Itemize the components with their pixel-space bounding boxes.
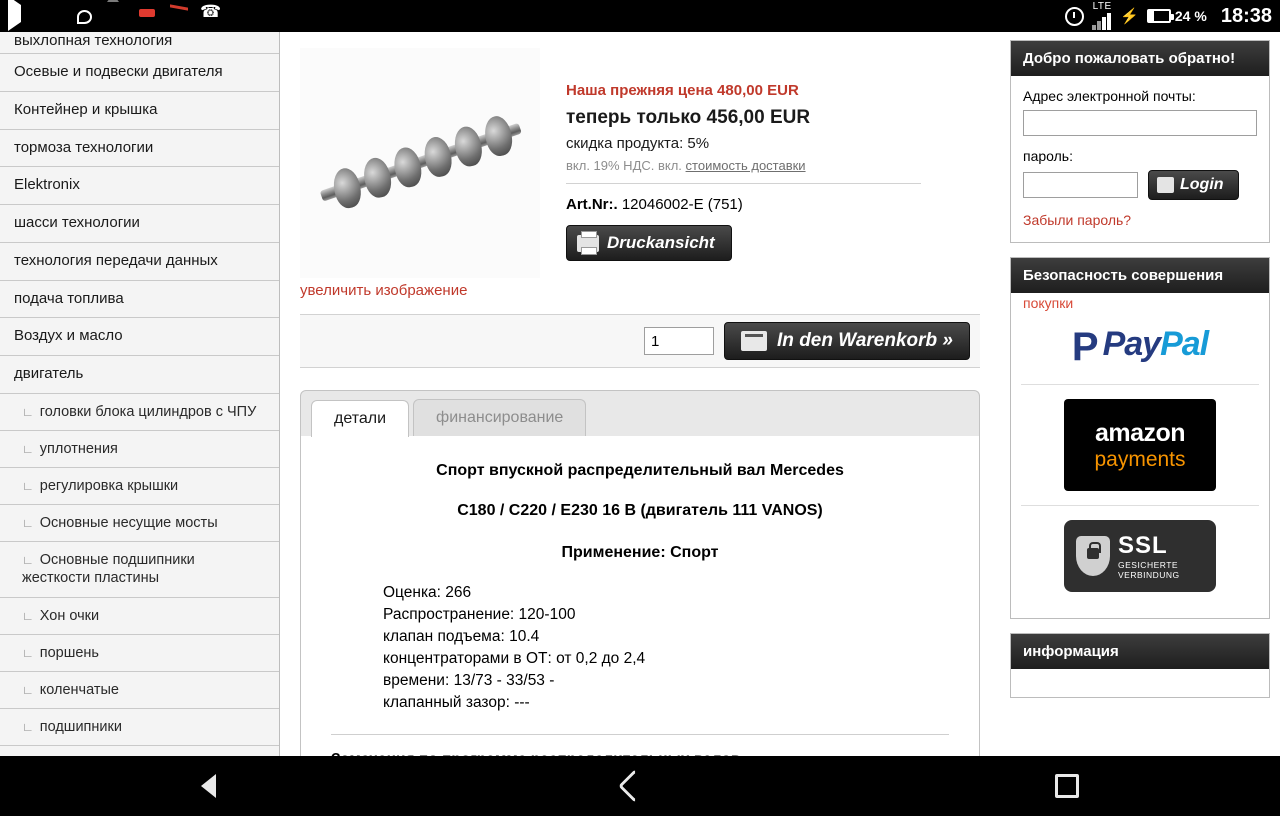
media-icon	[40, 5, 62, 27]
lightning-bolt-icon: ⚡	[1120, 8, 1139, 25]
vat-note	[566, 158, 921, 184]
sidebar-item-label: Хон очки	[39, 607, 100, 624]
product-tabs	[300, 390, 980, 816]
sidebar-item-label: Основные подшипники жесткости пластины	[22, 552, 195, 587]
web-page	[0, 32, 1280, 760]
status-bar-clock: 18:38	[1220, 4, 1272, 27]
app-icon	[136, 5, 158, 27]
login-panel	[1010, 40, 1270, 243]
sidebar-item-label: шасси технологии	[14, 214, 140, 231]
sidebar-item-main-bearing-stiffening[interactable]	[0, 542, 279, 597]
sidebar-item-bearings[interactable]	[0, 709, 279, 746]
status-bar-system-icons	[1065, 2, 1272, 30]
sidebar-item-brakes[interactable]	[0, 130, 279, 168]
paypal-label: PayPal	[1102, 325, 1209, 363]
password-label: пароль:	[1023, 148, 1073, 164]
details-title-line2: C180 / C220 / E230 16 В (двигатель 111 VANOS)	[457, 502, 823, 519]
camshaft-photo[interactable]	[300, 48, 540, 278]
recents-icon[interactable]	[1055, 774, 1079, 798]
login-form	[1011, 76, 1269, 242]
tab-details[interactable]	[311, 400, 409, 437]
battery-indicator	[1147, 8, 1207, 24]
details-title-line3: Применение: Спорт	[561, 544, 719, 561]
add-to-cart-button[interactable]	[724, 322, 970, 360]
lock-shield-icon	[1076, 536, 1110, 576]
shopping-cart-icon	[741, 331, 767, 351]
product-main-column	[280, 32, 1000, 760]
sidebar-item-label: технология передачи данных	[14, 251, 218, 269]
spec-line: концентраторами в ОТ: от 0,2 до 2,4	[383, 650, 646, 667]
sidebar-item-exhaust[interactable]	[0, 32, 279, 54]
print-view-button[interactable]	[566, 225, 732, 261]
article-number-value: 12046002-E (751)	[621, 196, 743, 213]
sidebar-item-label: двигатель	[14, 365, 84, 382]
login-panel-title: Добро пожаловать обратно!	[1011, 41, 1269, 76]
paypal-logo[interactable]	[1021, 299, 1259, 385]
bullet-icon: ∟	[22, 719, 34, 734]
sidebar-item-cylinder-heads[interactable]	[0, 394, 279, 431]
sidebar-item-label: головки блока цилиндров с ЧПУ	[39, 403, 257, 420]
amazon-label: amazon	[1094, 418, 1186, 447]
sidebar-item-label: подача топлива	[14, 289, 124, 307]
sidebar-item-cover-adjust[interactable]	[0, 468, 279, 505]
spec-line: времени: 13/73 - 33/53 -	[383, 672, 555, 689]
tab-financing-label: финансирование	[436, 409, 564, 426]
tab-details-label: детали	[334, 410, 387, 427]
back-icon[interactable]	[201, 774, 216, 798]
sidebar-item-piston[interactable]	[0, 635, 279, 672]
login-button[interactable]	[1148, 170, 1239, 200]
sidebar-item-label: Осевые и подвески двигателя	[14, 63, 223, 80]
sidebar-item-main-bearing-bridges[interactable]	[0, 505, 279, 542]
sidebar-item-label: Воздух и масло	[14, 327, 123, 345]
sidebar-item-chassis[interactable]	[0, 205, 279, 243]
old-price-label: Наша прежняя цена 480,00 EUR	[566, 82, 799, 99]
information-panel	[1010, 633, 1270, 698]
network-indicator	[1092, 2, 1112, 30]
ssl-sub-label-2: VERBINDUNG	[1118, 570, 1180, 580]
amazon-payments-logo[interactable]	[1021, 385, 1259, 506]
shipping-cost-link[interactable]: стоимость доставки	[685, 158, 806, 173]
whatsapp-icon	[72, 5, 94, 27]
battery-percent-symbol: %	[1194, 8, 1207, 24]
password-row	[1023, 170, 1257, 200]
ssl-sub-label-1: GESICHERTE	[1118, 560, 1179, 570]
camshaft-illustration	[293, 69, 548, 257]
login-key-icon	[1157, 177, 1174, 193]
forgot-password-link[interactable]: Забыли пароль?	[1023, 212, 1132, 228]
alarm-clock-icon	[1065, 7, 1084, 26]
spec-line: клапан подъема: 10.4	[383, 628, 540, 645]
bullet-icon: ∟	[22, 608, 34, 623]
bullet-icon: ∟	[22, 479, 34, 493]
product-price-block	[550, 42, 980, 300]
section-divider	[331, 734, 949, 735]
security-subtitle: покупки	[1023, 295, 1074, 311]
article-number-label: Art.Nr:.	[566, 196, 618, 213]
login-button-label: Login	[1180, 176, 1224, 193]
ssl-badge[interactable]	[1021, 506, 1259, 606]
current-price-label: теперь только 456,00 EUR	[566, 107, 811, 128]
sidebar-item-hone[interactable]	[0, 598, 279, 635]
tab-financing[interactable]	[413, 399, 586, 436]
sidebar-item-air-oil[interactable]	[0, 318, 279, 356]
sidebar-item-container[interactable]	[0, 92, 279, 130]
bullet-icon: ∟	[22, 441, 34, 456]
sidebar-item-label: поршень	[39, 644, 99, 661]
sidebar-item-label: Elektronix	[14, 176, 80, 194]
information-panel-body	[1011, 669, 1269, 697]
information-panel-title: информация	[1011, 634, 1269, 669]
payment-logos	[1011, 293, 1269, 618]
call-icon	[200, 5, 222, 27]
android-status-bar	[0, 0, 1280, 32]
spec-line: клапанный зазор: ---	[383, 694, 530, 711]
enlarge-image-link[interactable]: увеличить изображение	[300, 282, 468, 299]
bullet-icon: ∟	[22, 682, 34, 697]
add-to-cart-label: In den Warenkorb »	[777, 330, 953, 351]
ssl-label: SSL	[1118, 532, 1168, 559]
sidebar-item-crankshafts[interactable]	[0, 672, 279, 709]
gallery-icon	[104, 5, 126, 27]
browser-viewport[interactable]	[0, 32, 1280, 760]
bullet-icon: ∟	[22, 516, 34, 531]
sidebar-item-seals[interactable]	[0, 431, 279, 468]
sidebar-item-elektronix[interactable]	[0, 167, 279, 205]
sidebar-item-label: Основные несущие мосты	[39, 515, 218, 532]
bullet-icon: ∟	[22, 404, 34, 419]
sidebar-item-label: коленчатые	[39, 681, 119, 698]
signal-bars-icon	[1092, 12, 1112, 30]
product-summary	[280, 32, 1000, 300]
add-to-cart-bar	[300, 314, 980, 368]
sidebar-item-engine[interactable]	[0, 356, 279, 394]
sidebar-item-label: подшипники	[39, 718, 122, 735]
mail-icon	[168, 5, 190, 27]
android-navigation-bar[interactable]	[0, 756, 1280, 816]
printer-icon	[577, 235, 599, 252]
sidebar-item-axles[interactable]	[0, 54, 279, 92]
tab-strip	[300, 390, 980, 436]
battery-percent-label: 24	[1174, 8, 1191, 24]
paypal-p-icon: P	[1071, 325, 1099, 369]
category-sidebar[interactable]	[0, 32, 280, 760]
details-title-line1: Спорт впускной распределительный вал Mercedes	[436, 462, 844, 479]
right-sidebar	[1000, 32, 1280, 760]
status-bar-notification-icons	[8, 5, 1065, 27]
security-panel	[1010, 257, 1270, 619]
sidebar-item-label: Контейнер и крышка	[14, 100, 158, 118]
password-field[interactable]	[1023, 172, 1138, 198]
quantity-input[interactable]	[644, 327, 714, 355]
home-icon[interactable]	[618, 771, 652, 801]
spec-line: Оценка: 266	[383, 584, 472, 601]
bullet-icon: ∟	[22, 645, 34, 660]
network-type-label: LTE	[1092, 1, 1112, 12]
product-image-block	[300, 42, 550, 300]
sidebar-item-fuel[interactable]	[0, 281, 279, 319]
sidebar-item-label: выхлопная технология	[14, 32, 173, 49]
security-panel-title: Безопасность совершения	[1011, 258, 1269, 293]
email-label: Адрес электронной почты:	[1023, 88, 1196, 104]
article-number	[566, 196, 980, 213]
sidebar-item-data-transfer[interactable]	[0, 243, 279, 281]
sidebar-item-label: уплотнения	[39, 440, 118, 457]
sidebar-item-label: регулировка крышки	[39, 478, 179, 494]
play-icon	[8, 5, 30, 27]
amazon-payments-label: payments	[1094, 447, 1186, 471]
print-view-label: Druckansicht	[607, 233, 715, 252]
discount-label: скидка продукта: 5%	[566, 135, 710, 152]
spec-line: Распространение: 120-100	[383, 606, 576, 623]
bullet-icon: ∟	[22, 553, 34, 568]
vat-text: вкл. 19% НДС. вкл.	[566, 158, 686, 173]
email-field[interactable]	[1023, 110, 1257, 136]
sidebar-item-label: тормоза технологии	[14, 138, 154, 156]
